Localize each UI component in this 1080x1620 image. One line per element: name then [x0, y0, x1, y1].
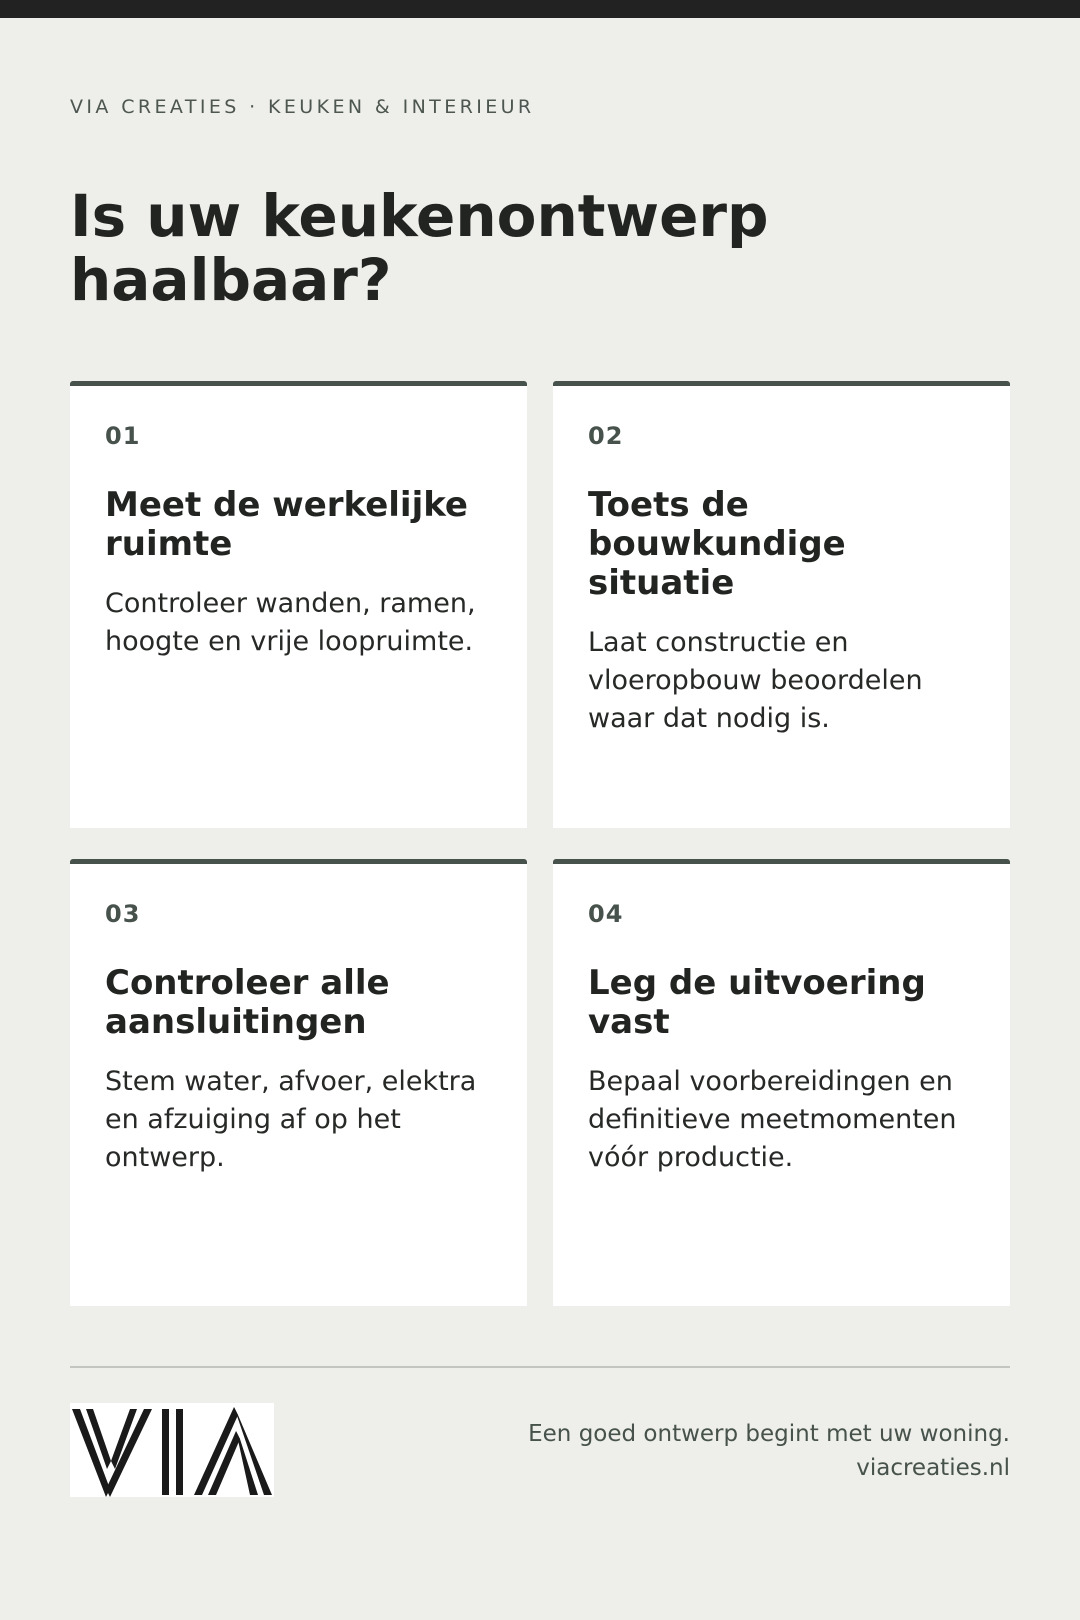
via-logo-icon — [70, 1403, 274, 1497]
step-description: Laat constructie en vloeropbouw beoordelen waar dat nodig is. — [588, 627, 923, 734]
footer-tagline: Een goed ontwerp begint met uw woning. — [528, 1421, 1010, 1447]
brand-eyebrow: VIA CREATIES · KEUKEN & INTERIEUR — [70, 96, 535, 118]
step-description: Bepaal voorbereidingen en definitieve meetmomenten vóór productie. — [588, 1066, 957, 1173]
step-description: Controleer wanden, ramen, hoogte en vrije loopruimte. — [105, 588, 476, 657]
step-title: Controleer alle aansluitingen — [105, 963, 390, 1042]
page-title: Is uw keukenontwerp haalbaar? — [70, 182, 769, 314]
step-description: Stem water, afvoer, elektra en afzuiging af op het ontwerp. — [105, 1066, 477, 1173]
step-number: 04 — [588, 900, 624, 928]
step-number: 01 — [105, 422, 141, 450]
step-number: 03 — [105, 900, 141, 928]
footer-divider — [70, 1366, 1010, 1368]
step-title: Leg de uitvoering vast — [588, 963, 926, 1042]
step-card-4 — [553, 859, 1010, 1306]
step-card-1 — [70, 381, 527, 828]
step-title: Meet de werkelijke ruimte — [105, 485, 468, 564]
step-title: Toets de bouwkundige situatie — [588, 485, 846, 603]
step-number: 02 — [588, 422, 624, 450]
step-card-2 — [553, 381, 1010, 828]
step-card-3 — [70, 859, 527, 1306]
top-bar — [0, 0, 1080, 18]
footer-tagline-block — [528, 1417, 1010, 1485]
website-link[interactable]: viacreaties.nl — [856, 1455, 1010, 1481]
